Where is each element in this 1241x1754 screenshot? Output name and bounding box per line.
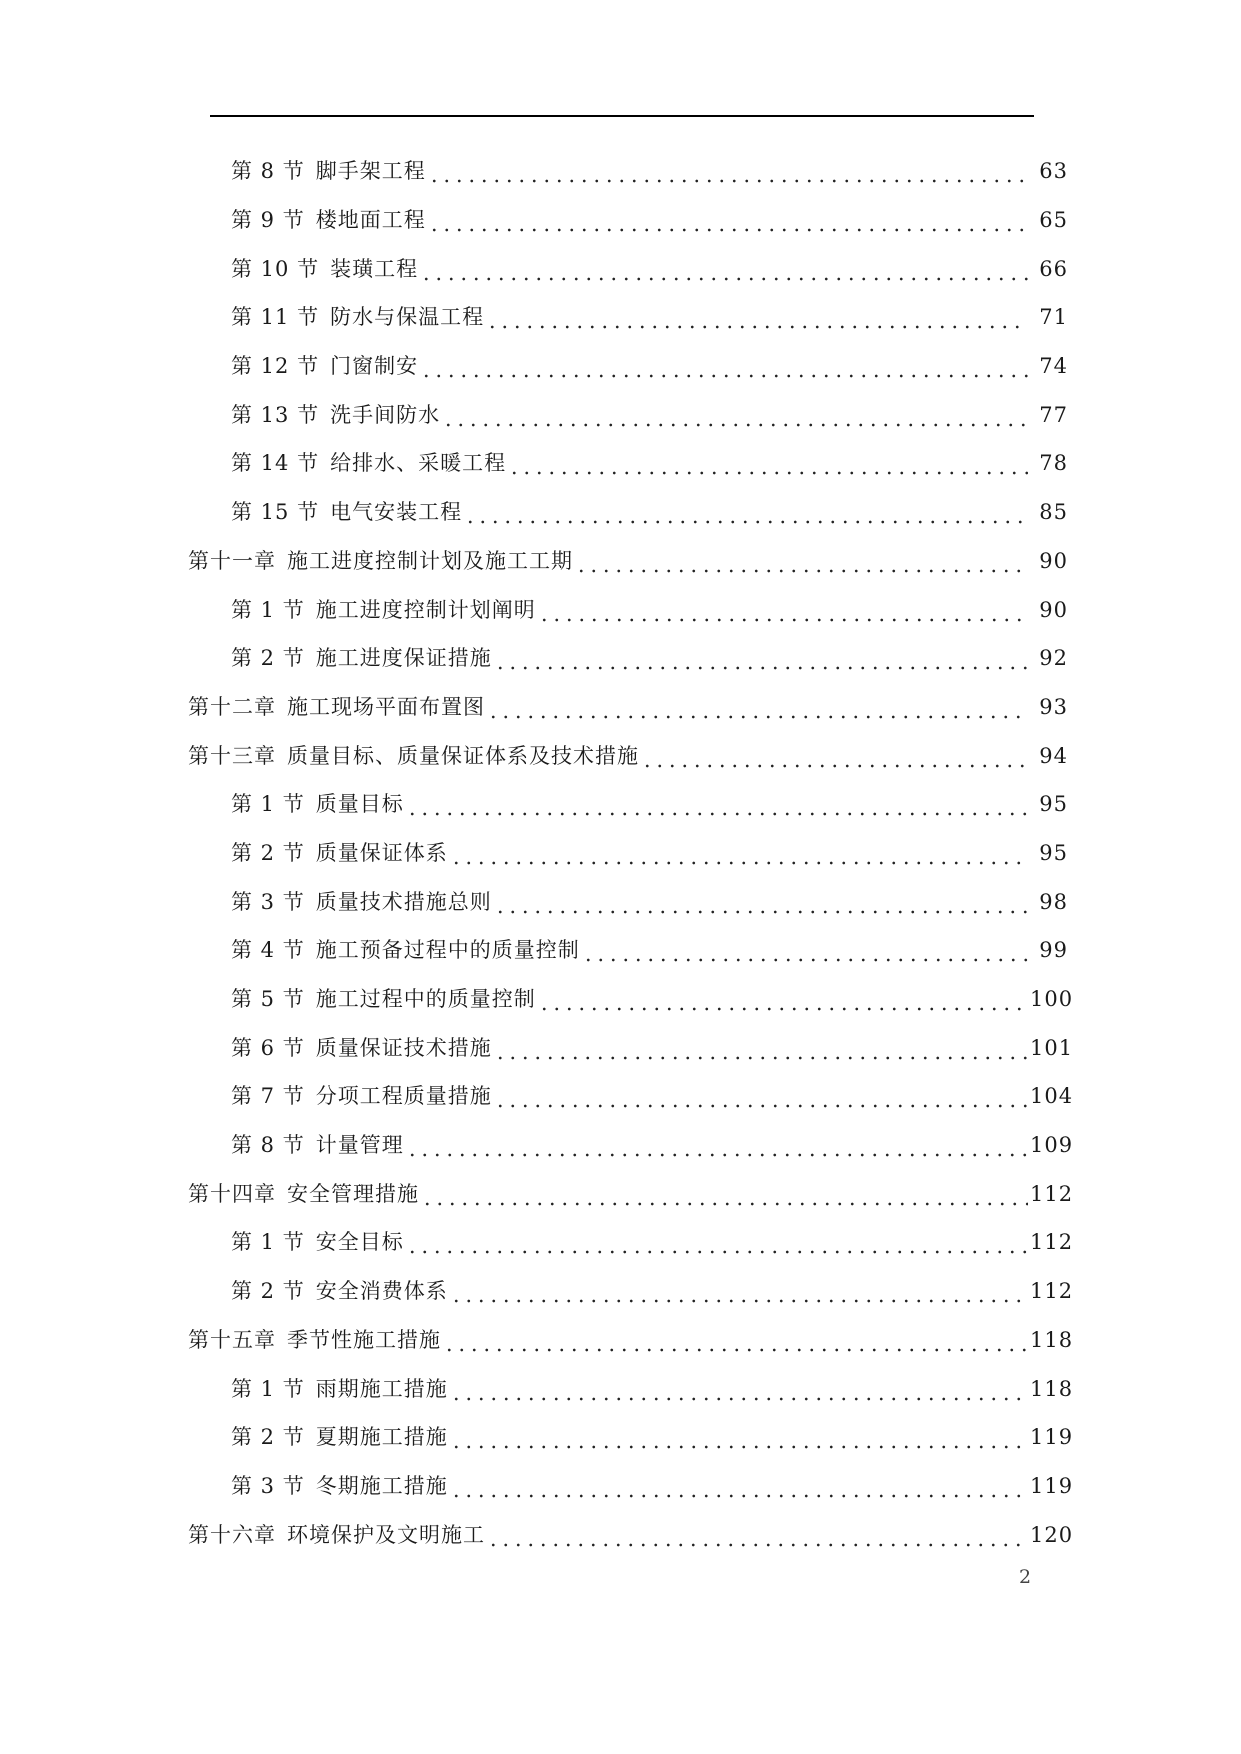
toc-dot-leader <box>450 1422 1028 1452</box>
toc-entry-page: 118 <box>1030 1376 1074 1401</box>
toc-entry-title: 季节性施工措施 <box>287 1327 441 1352</box>
toc-entry-page: 71 <box>1039 305 1068 330</box>
toc-entry-number: 第 1 节 <box>231 1230 305 1255</box>
toc-entry-title: 安全管理措施 <box>287 1181 419 1206</box>
toc-dot-leader <box>421 1179 1028 1209</box>
toc-dot-leader <box>450 1276 1028 1306</box>
toc-entry-page: 95 <box>1039 840 1068 865</box>
toc-entry-title: 施工进度保证措施 <box>315 646 492 671</box>
toc-entry-page: 90 <box>1039 548 1068 573</box>
toc-entry-page: 78 <box>1039 451 1068 476</box>
toc-chapter-entry[interactable] <box>0 1316 1241 1365</box>
toc-dot-leader <box>486 302 1028 332</box>
toc-entry-title: 楼地面工程 <box>315 208 426 233</box>
toc-dot-leader <box>420 351 1028 381</box>
toc-chapter-entry[interactable] <box>0 1169 1241 1218</box>
toc-section-entry[interactable] <box>0 147 1241 196</box>
toc-entry-title: 安全消费体系 <box>315 1279 448 1304</box>
toc-dot-leader <box>494 643 1028 673</box>
toc-entry-number: 第 5 节 <box>231 987 305 1012</box>
toc-section-entry[interactable] <box>0 1218 1241 1267</box>
toc-entry-title: 洗手间防水 <box>330 402 441 427</box>
toc-entry-title: 给排水、采暖工程 <box>330 451 507 476</box>
toc-section-entry[interactable] <box>0 829 1241 878</box>
toc-entry-number: 第 1 节 <box>231 792 305 817</box>
toc-entry-number: 第 4 节 <box>231 938 305 963</box>
toc-entry-page: 118 <box>1030 1327 1074 1352</box>
toc-entry-number: 第 1 节 <box>231 1376 305 1401</box>
toc-entry-page: 66 <box>1039 256 1068 281</box>
toc-entry-title: 夏期施工措施 <box>315 1425 448 1450</box>
toc-entry-title: 质量保证技术措施 <box>315 1035 492 1060</box>
toc-section-entry[interactable] <box>0 196 1241 245</box>
toc-entry-number: 第十二章 <box>188 694 276 719</box>
toc-entry-number: 第 1 节 <box>231 597 305 622</box>
toc-entry-page: 119 <box>1030 1473 1074 1498</box>
toc-entry-page: 74 <box>1039 354 1068 379</box>
toc-dot-leader <box>494 1033 1028 1063</box>
toc-section-entry[interactable] <box>0 1023 1241 1072</box>
toc-section-entry[interactable] <box>0 390 1241 439</box>
toc-dot-leader <box>575 546 1028 576</box>
header-rule <box>210 115 1034 117</box>
toc-section-entry[interactable] <box>0 1413 1241 1462</box>
toc-entry-page: 93 <box>1039 694 1068 719</box>
toc-entry-page: 63 <box>1039 159 1068 184</box>
toc-entry-page: 109 <box>1030 1133 1074 1158</box>
toc-entry-number: 第 10 节 <box>231 256 320 281</box>
toc-entry-page: 90 <box>1039 597 1068 622</box>
toc-entry-title: 冬期施工措施 <box>315 1473 448 1498</box>
toc-entry-number: 第 9 节 <box>231 208 305 233</box>
toc-entry-number: 第 2 节 <box>231 646 305 671</box>
toc-entry-page: 104 <box>1030 1084 1074 1109</box>
toc-entry-number: 第 7 节 <box>231 1084 305 1109</box>
toc-entry-title: 门窗制安 <box>330 354 419 379</box>
toc-section-entry[interactable] <box>0 293 1241 342</box>
toc-entry-number: 第 2 节 <box>231 1279 305 1304</box>
toc-section-entry[interactable] <box>0 1462 1241 1511</box>
toc-section-entry[interactable] <box>0 780 1241 829</box>
toc-entry-page: 98 <box>1039 889 1068 914</box>
toc-entry-page: 65 <box>1039 208 1068 233</box>
toc-entry-title: 施工现场平面布置图 <box>287 694 485 719</box>
toc-entry-number: 第 8 节 <box>231 1133 305 1158</box>
toc-entry-number: 第 3 节 <box>231 1473 305 1498</box>
toc-entry-title: 施工进度控制计划及施工工期 <box>287 548 573 573</box>
toc-entry-number: 第 15 节 <box>231 500 320 525</box>
toc-entry-title: 计量管理 <box>315 1133 404 1158</box>
toc-entry-number: 第十四章 <box>188 1181 276 1206</box>
toc-entry-page: 92 <box>1039 646 1068 671</box>
toc-chapter-entry[interactable] <box>0 537 1241 586</box>
toc-dot-leader <box>406 789 1028 819</box>
toc-dot-leader <box>538 595 1028 625</box>
toc-dot-leader <box>487 692 1028 722</box>
toc-section-entry[interactable] <box>0 1267 1241 1316</box>
toc-dot-leader <box>487 1520 1028 1550</box>
toc-section-entry[interactable] <box>0 439 1241 488</box>
toc-dot-leader <box>428 156 1028 186</box>
toc-dot-leader <box>450 1374 1028 1404</box>
toc-entry-page: 112 <box>1030 1279 1074 1304</box>
toc-entry-title: 施工进度控制计划阐明 <box>315 597 536 622</box>
toc-chapter-entry[interactable] <box>0 731 1241 780</box>
toc-entry-title: 质量目标 <box>315 792 404 817</box>
toc-section-entry[interactable] <box>0 975 1241 1024</box>
toc-section-entry[interactable] <box>0 1121 1241 1170</box>
toc-entry-title: 质量目标、质量保证体系及技术措施 <box>287 743 639 768</box>
table-of-contents <box>0 147 1241 1559</box>
toc-entry-page: 100 <box>1030 987 1074 1012</box>
toc-entry-page: 120 <box>1030 1522 1074 1547</box>
toc-entry-page: 77 <box>1039 402 1068 427</box>
toc-entry-number: 第 13 节 <box>231 402 320 427</box>
toc-section-entry[interactable] <box>0 926 1241 975</box>
toc-entry-number: 第十一章 <box>188 548 276 573</box>
toc-dot-leader <box>450 838 1028 868</box>
toc-dot-leader <box>442 400 1028 430</box>
toc-entry-title: 脚手架工程 <box>315 159 426 184</box>
toc-section-entry[interactable] <box>0 244 1241 293</box>
toc-entry-number: 第 2 节 <box>231 1425 305 1450</box>
toc-entry-page: 94 <box>1039 743 1068 768</box>
toc-dot-leader <box>508 448 1028 478</box>
toc-entry-title: 施工过程中的质量控制 <box>315 987 536 1012</box>
toc-section-entry[interactable] <box>0 342 1241 391</box>
toc-section-entry[interactable] <box>0 585 1241 634</box>
toc-entry-title: 质量技术措施总则 <box>315 889 492 914</box>
toc-dot-leader <box>450 1471 1028 1501</box>
toc-chapter-entry[interactable] <box>0 683 1241 732</box>
toc-section-entry[interactable] <box>0 634 1241 683</box>
toc-section-entry[interactable] <box>0 1072 1241 1121</box>
toc-entry-number: 第 14 节 <box>231 451 320 476</box>
toc-dot-leader <box>494 1081 1028 1111</box>
toc-entry-page: 85 <box>1039 500 1068 525</box>
toc-dot-leader <box>420 254 1028 284</box>
toc-dot-leader <box>494 887 1028 917</box>
toc-entry-title: 防水与保温工程 <box>330 305 485 330</box>
toc-entry-number: 第 11 节 <box>231 305 320 330</box>
toc-section-entry[interactable] <box>0 488 1241 537</box>
toc-dot-leader <box>443 1325 1028 1355</box>
toc-entry-number: 第 12 节 <box>231 354 320 379</box>
toc-entry-number: 第 3 节 <box>231 889 305 914</box>
toc-entry-number: 第 6 节 <box>231 1035 305 1060</box>
toc-entry-title: 装璜工程 <box>330 256 419 281</box>
toc-dot-leader <box>641 741 1028 771</box>
toc-entry-title: 质量保证体系 <box>315 840 448 865</box>
toc-dot-leader <box>428 205 1028 235</box>
toc-entry-page: 112 <box>1030 1181 1074 1206</box>
toc-entry-title: 雨期施工措施 <box>315 1376 448 1401</box>
toc-dot-leader <box>464 497 1028 527</box>
toc-entry-number: 第十六章 <box>188 1522 276 1547</box>
toc-dot-leader <box>406 1130 1028 1160</box>
toc-entry-title: 环境保护及文明施工 <box>287 1522 485 1547</box>
toc-chapter-entry[interactable] <box>0 1510 1241 1559</box>
toc-entry-title: 电气安装工程 <box>330 500 463 525</box>
toc-entry-number: 第 2 节 <box>231 840 305 865</box>
toc-dot-leader <box>406 1227 1028 1257</box>
toc-section-entry[interactable] <box>0 877 1241 926</box>
toc-dot-leader <box>538 984 1028 1014</box>
toc-entry-number: 第十五章 <box>188 1327 276 1352</box>
toc-dot-leader <box>582 935 1028 965</box>
toc-entry-number: 第 8 节 <box>231 159 305 184</box>
toc-entry-page: 119 <box>1030 1425 1074 1450</box>
toc-entry-page: 99 <box>1039 938 1068 963</box>
toc-entry-number: 第十三章 <box>188 743 276 768</box>
toc-section-entry[interactable] <box>0 1364 1241 1413</box>
toc-entry-page: 95 <box>1039 792 1068 817</box>
page-number: 2 <box>1018 1566 1032 1588</box>
toc-entry-page: 101 <box>1030 1035 1074 1060</box>
toc-entry-title: 分项工程质量措施 <box>315 1084 492 1109</box>
toc-entry-page: 112 <box>1030 1230 1074 1255</box>
toc-entry-title: 安全目标 <box>315 1230 404 1255</box>
toc-entry-title: 施工预备过程中的质量控制 <box>315 938 580 963</box>
